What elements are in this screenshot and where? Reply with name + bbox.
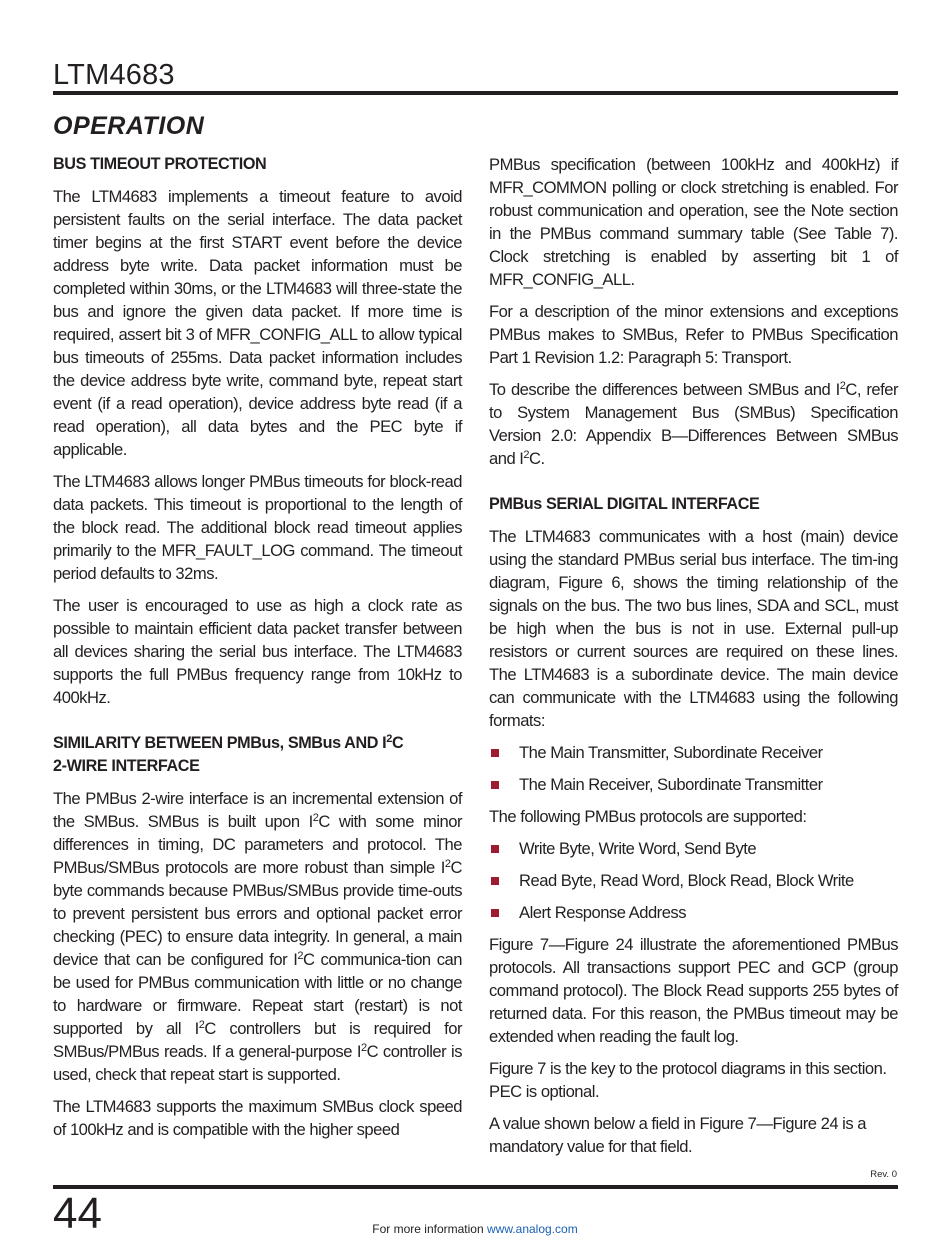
analog-website-link[interactable]: www.analog.com: [486, 1222, 578, 1236]
text-run: To describe the differences between SMBus and I: [489, 380, 840, 399]
bus-timeout-paragraph-2: The LTM4683 allows longer PMBus timeouts for block-read data packets. This timeout is proportional to the length of the block read. The additional block read timeout applies primarily to the MFR_FAULT_LOG command. The timeout period defaults to 32ms.: [53, 472, 462, 583]
text-run: C with some minor differences in timing, DC parameters and protocol. The PMBus/SMBus protocols are more robust than simple I: [53, 812, 462, 877]
key-paragraph: Figure 7 is the key to the protocol diagrams in this section. PEC is optional.: [489, 1059, 887, 1101]
similarity-paragraph-1: [53, 787, 462, 1086]
serial-interface-heading: PMBus SERIAL DIGITAL INTERFACE: [489, 495, 760, 513]
text-run: The PMBus 2-wire interface is an incremental extension of the SMBus. SMBus is built upon I: [53, 789, 462, 831]
text-run: C, refer to System Management Bus (SMBus) Specification Version 2.0: Appendix B—Differences Between SMBus and I: [489, 380, 898, 468]
superscript-two: 2: [297, 950, 303, 962]
square-bullet-icon: [491, 877, 499, 885]
similarity-heading-line-2: 2-WIRE INTERFACE: [53, 757, 200, 775]
footer-rule: [53, 1185, 898, 1189]
square-bullet-icon: [491, 749, 499, 757]
protocols-list: [489, 837, 898, 924]
list-item: [489, 837, 898, 860]
protocols-intro: The following PMBus protocols are supported:: [489, 807, 807, 826]
superscript-two: 2: [444, 858, 451, 870]
bus-timeout-heading: BUS TIMEOUT PROTECTION: [53, 155, 267, 173]
similarity-heading-text-a: SIMILARITY BETWEEN PMBus, SMBus AND I: [53, 734, 387, 752]
revision-label: Rev. 0: [870, 1169, 897, 1180]
text-run: C.: [529, 449, 545, 468]
figures-paragraph: Figure 7—Figure 24 illustrate the aforementioned PMBus protocols. All transactions support PEC and GCP (group command protocol). The Block Read supports 255 bytes of returned data. For this reason, the PMBus timeout may be extended when reading the fault log.: [489, 935, 898, 1046]
text-run: C controllers but is required for SMBus/PMBus reads. If a general-purpose I: [53, 1019, 462, 1061]
list-item: [489, 773, 898, 796]
superscript-two: 2: [198, 1019, 205, 1031]
continued-paragraph: PMBus specification (between 100kHz and 400kHz) if MFR_COMMON polling or clock stretching is enabled. For robust communication and operation, see the Note section in the PMBus command summary table (See Table 7). Clock stretching is enabled by asserting bit 1 of MFR_CONFIG_ALL.: [489, 155, 898, 289]
square-bullet-icon: [491, 909, 499, 917]
right-column: [489, 153, 898, 1167]
square-bullet-icon: [491, 845, 499, 853]
text-run: C byte commands because PMBus/SMBus provide time-outs to prevent persistent bus errors and optional packet error checking (PEC) to ensure data integrity. In general, a main device that can be configured for I: [53, 858, 462, 969]
list-item-text: Read Byte, Read Word, Block Read, Block Write: [519, 871, 854, 890]
superscript-two: 2: [312, 812, 319, 824]
footer-info-text: For more information: [372, 1222, 487, 1236]
list-item-text: The Main Transmitter, Subordinate Receiver: [519, 743, 823, 762]
list-item-text: Write Byte, Write Word, Send Byte: [519, 839, 757, 858]
similarity-heading-text-b: C: [391, 734, 404, 752]
list-item: [489, 741, 898, 764]
text-run: C controller is used, check that repeat start is supported.: [53, 1042, 463, 1084]
extensions-paragraph: For a description of the minor extensions and exceptions PMBus makes to SMBus, Refer to PMBus Specification Part 1 Revision 1.2: Paragraph 5: Transport.: [489, 302, 898, 367]
section-title: OPERATION: [53, 112, 205, 140]
bus-timeout-paragraph-3: The user is encouraged to use as high a clock rate as possible to maintain efficient data packet transfer between all devices sharing the serial bus interface. The LTM4683 supports the full PMBus frequency range from 10kHz to 400kHz.: [53, 596, 462, 707]
header-rule: [53, 91, 898, 95]
list-item: [489, 869, 898, 892]
superscript-two: 2: [839, 380, 846, 392]
left-column: [53, 153, 462, 1150]
formats-list: [489, 741, 898, 796]
list-item-text: The Main Receiver, Subordinate Transmitter: [519, 775, 823, 794]
superscript-two: 2: [386, 733, 392, 745]
part-number-header: LTM4683: [53, 59, 175, 91]
differences-paragraph: [489, 378, 898, 470]
page-number: 44: [53, 1189, 102, 1238]
serial-interface-paragraph: The LTM4683 communicates with a host (main) device using the standard PMBus serial bus interface. The tim-ing diagram, Figure 6, shows the timing relationship of the signals on the bus. The two bus lines, SDA and SCL, must be high when the bus is not in use. External pull-up resistors or current sources are required on these lines. The LTM4683 is a subordinate device. The main device can communicate with the LTM4683 using the following formats:: [489, 527, 898, 730]
mandatory-value-paragraph: A value shown below a field in Figure 7—Figure 24 is a mandatory value for that field.: [489, 1114, 867, 1156]
footer-info: [0, 1221, 950, 1237]
superscript-two: 2: [523, 449, 530, 461]
similarity-paragraph-2: The LTM4683 supports the maximum SMBus clock speed of 100kHz and is compatible with the higher speed: [53, 1097, 462, 1139]
square-bullet-icon: [491, 781, 499, 789]
list-item: [489, 901, 898, 924]
bus-timeout-paragraph-1: The LTM4683 implements a timeout feature to avoid persistent faults on the serial interface. The data packet timer begins at the first START event before the device address byte write. Data packet information must be completed within 30ms, or the LTM4683 will three-state the bus and ignore the given data packet. If more time is required, assert bit 3 of MFR_CONFIG_ALL to allow typical bus timeouts of 255ms. Data packet information includes the device address byte write, command byte, repeat start event (if a read operation), device address byte read (if a read operation), all data bytes and the PEC byte if applicable.: [53, 187, 462, 459]
similarity-heading: [53, 732, 462, 778]
list-item-text: Alert Response Address: [519, 903, 687, 922]
text-run: C communica-tion can be used for PMBus communication with little or no change to hardware or firmware. Repeat start (restart) is not supported by all I: [53, 950, 462, 1038]
superscript-two: 2: [360, 1042, 367, 1054]
